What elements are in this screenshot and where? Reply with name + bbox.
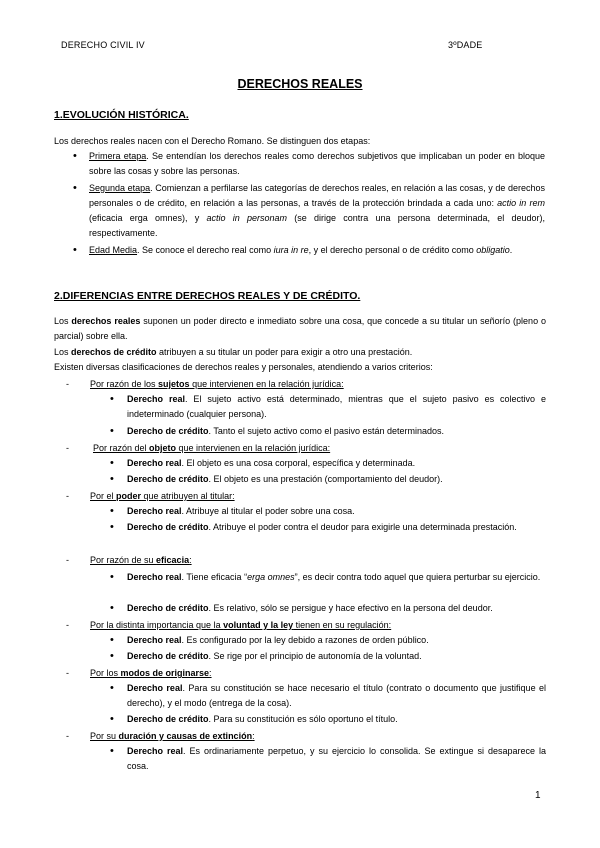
bold-term: Derecho de crédito: [127, 426, 209, 436]
page-number: 1: [535, 790, 541, 801]
list-item: [127, 649, 546, 664]
text: que atribuyen al titular:: [141, 491, 235, 501]
bullet-icon: •: [110, 634, 114, 646]
text: suponen un poder directo e inmediato sobre una cosa, que concede a su titular un señorío (pleno o parcial) sobre ella.: [54, 316, 546, 341]
list-item: [89, 243, 545, 273]
bold-term: objeto: [149, 443, 177, 453]
bullet-icon: •: [110, 521, 114, 533]
bold-term: Derecho de crédito: [127, 522, 209, 532]
list-item: [127, 744, 546, 774]
text: Por razón de su: [90, 555, 157, 565]
bullet-text: . Comienzan a perfilarse las categorías de derechos reales, en relación a las cosas, y de derechos personales o de crédito, en relación a las personas, a través de la protección brindada a cada uno:: [89, 183, 546, 208]
bold-term: Derecho real: [127, 572, 182, 582]
text: . Atribuye el poder contra el deudor para exigirle una determinada prestación.: [208, 522, 517, 532]
text: . Tanto el sujeto activo como el pasivo están determinados.: [208, 426, 444, 436]
bold-term: sujetos: [158, 379, 190, 389]
bold-term: derechos reales: [71, 316, 141, 326]
text: :: [209, 668, 212, 678]
bullet-icon: •: [110, 602, 114, 614]
bullet-icon: •: [110, 425, 114, 437]
bold-term: duración y causas de extinción: [118, 731, 253, 741]
criterion-heading: [90, 377, 546, 392]
text: :: [189, 555, 192, 565]
criterion-heading: [90, 489, 546, 504]
paragraph: Existen diversas clasificaciones de derechos reales y personales, atendiendo a varios criterios:: [54, 362, 433, 372]
text: que intervienen en la relación jurídica:: [176, 443, 331, 453]
text: :: [252, 731, 255, 741]
bold-term: Derecho real: [127, 635, 182, 645]
bullet-icon: •: [110, 650, 114, 662]
criterion-heading: [90, 729, 546, 744]
dash-icon: -: [66, 731, 69, 741]
text: Por el: [90, 491, 117, 501]
paragraph: [54, 314, 546, 344]
bold-term: Derecho real: [127, 683, 183, 693]
bold-term: Derecho real: [127, 506, 182, 516]
text: . Para su constitución es sólo oportuno el título.: [208, 714, 398, 724]
text: Por los: [90, 668, 121, 678]
text: . El sujeto activo está determinado, mientras que el sujeto pasivo es colectivo e indeterminado (cualquier persona).: [127, 394, 547, 419]
bold-term: Derecho real: [127, 746, 184, 756]
dash-icon: -: [66, 443, 69, 453]
dash-icon: -: [66, 620, 69, 630]
bullet-icon: •: [73, 182, 77, 194]
bullet-label: Primera etapa: [89, 151, 147, 161]
list-item: [127, 681, 546, 711]
dash-icon: -: [66, 379, 69, 389]
page-title: DERECHOS REALES: [237, 77, 363, 91]
text: . Es configurado por la ley debido a razones de orden público.: [181, 635, 429, 645]
bullet-text: .: [509, 245, 513, 255]
list-item: [127, 712, 546, 727]
latin-term: actio in personam: [206, 213, 287, 223]
criterion-heading: [90, 666, 546, 681]
list-item: [127, 601, 546, 616]
bold-term: Derecho de crédito: [127, 714, 209, 724]
section1-intro: Los derechos reales nacen con el Derecho Romano. Se distinguen dos etapas:: [54, 136, 371, 146]
list-item: [127, 633, 546, 648]
bullet-label: Segunda etapa: [89, 183, 151, 193]
bold-term: Derecho de crédito: [127, 603, 209, 613]
bullet-text: . Se conoce el derecho real como: [137, 245, 274, 255]
text: tienen en su regulación:: [293, 620, 392, 630]
bullet-icon: •: [73, 244, 77, 256]
criterion-heading: [93, 441, 549, 456]
bullet-label: Edad Media: [89, 245, 138, 255]
bold-term: Derecho real: [127, 394, 185, 404]
text: Por la distinta importancia que la: [90, 620, 224, 630]
bold-term: voluntad y la ley: [223, 620, 294, 630]
dash-icon: -: [66, 491, 69, 501]
section1-heading: 1.EVOLUCIÓN HISTÓRICA.: [54, 109, 189, 121]
bullet-icon: •: [110, 745, 114, 757]
list-item: [89, 149, 545, 179]
text: Por su: [90, 731, 119, 741]
bold-term: derechos de crédito: [71, 347, 157, 357]
bullet-icon: •: [110, 682, 114, 694]
bullet-text: . Se entendían los derechos reales como derechos subjetivos que implicaban un poder en bloque sobre las cosas y sobre las personas.: [89, 151, 545, 176]
text: Los: [54, 347, 72, 357]
latin-term: obligatio: [476, 245, 510, 255]
dash-icon: -: [66, 555, 69, 565]
bold-term: poder: [116, 491, 142, 501]
text: Por razón del: [93, 443, 150, 453]
list-item: [127, 504, 546, 519]
list-item: [127, 424, 546, 439]
list-item: [127, 392, 546, 422]
list-item: [127, 520, 546, 535]
paragraph: [54, 345, 546, 360]
text: . El objeto es una prestación (comportamiento del deudor).: [208, 474, 443, 484]
text: atribuyen a su titular un poder para exigir a otro una prestación.: [156, 347, 413, 357]
bullet-icon: •: [110, 393, 114, 405]
bold-term: Derecho de crédito: [127, 474, 209, 484]
bullet-text: , y el derecho personal o de crédito como: [308, 245, 477, 255]
text: . Para su constitución se hace necesario el título (contrato o documento que justifique el derecho), y el modo (entrega de la cosa).: [127, 683, 546, 708]
bullet-icon: •: [110, 473, 114, 485]
bold-term: Derecho de crédito: [127, 651, 209, 661]
latin-term: iura in re: [273, 245, 309, 255]
text: . Es relativo, sólo se persigue y hace efectivo en la persona del deudor.: [208, 603, 493, 613]
bullet-icon: •: [110, 457, 114, 469]
bullet-icon: •: [110, 505, 114, 517]
text: . Es ordinariamente perpetuo, y su ejercicio lo consolida. Se extingue si desaparece la cosa.: [127, 746, 546, 771]
bullet-text: (eficacia erga omnes), y: [89, 213, 207, 223]
list-item: [89, 181, 545, 241]
latin-term: actio in rem: [497, 198, 545, 208]
text: . Atribuye al titular el poder sobre una cosa.: [181, 506, 355, 516]
text: . Tiene eficacia “: [181, 572, 248, 582]
text: Los: [54, 316, 72, 326]
criterion-heading: [90, 553, 546, 568]
list-item: [127, 456, 546, 471]
bold-term: eficacia: [156, 555, 190, 565]
latin-term: erga omnes: [247, 572, 295, 582]
bullet-text: (se dirige contra una persona determinada, el deudor), respectivamente.: [89, 213, 545, 238]
bold-term: modos de originarse: [120, 668, 210, 678]
text: . El objeto es una cosa corporal, específica y determinada.: [181, 458, 416, 468]
text: . Se rige por el principio de autonomía de la voluntad.: [208, 651, 422, 661]
bullet-icon: •: [110, 571, 114, 583]
section2-heading: 2.DIFERENCIAS ENTRE DERECHOS REALES Y DE CRÉDITO.: [54, 290, 361, 302]
header-course: DERECHO CIVIL IV: [61, 40, 145, 50]
list-item: [127, 570, 546, 585]
bold-term: Derecho real: [127, 458, 182, 468]
bullet-icon: •: [73, 150, 77, 162]
text: que intervienen en la relación jurídica:: [189, 379, 344, 389]
dash-icon: -: [66, 668, 69, 678]
bullet-icon: •: [110, 713, 114, 725]
text: Por razón de los: [90, 379, 159, 389]
text: ”, es decir contra todo aquel que quiera perturbar su ejercicio.: [294, 572, 541, 582]
header-group: 3ºDADE: [448, 40, 483, 50]
list-item: [127, 472, 546, 487]
criterion-heading: [90, 618, 546, 633]
